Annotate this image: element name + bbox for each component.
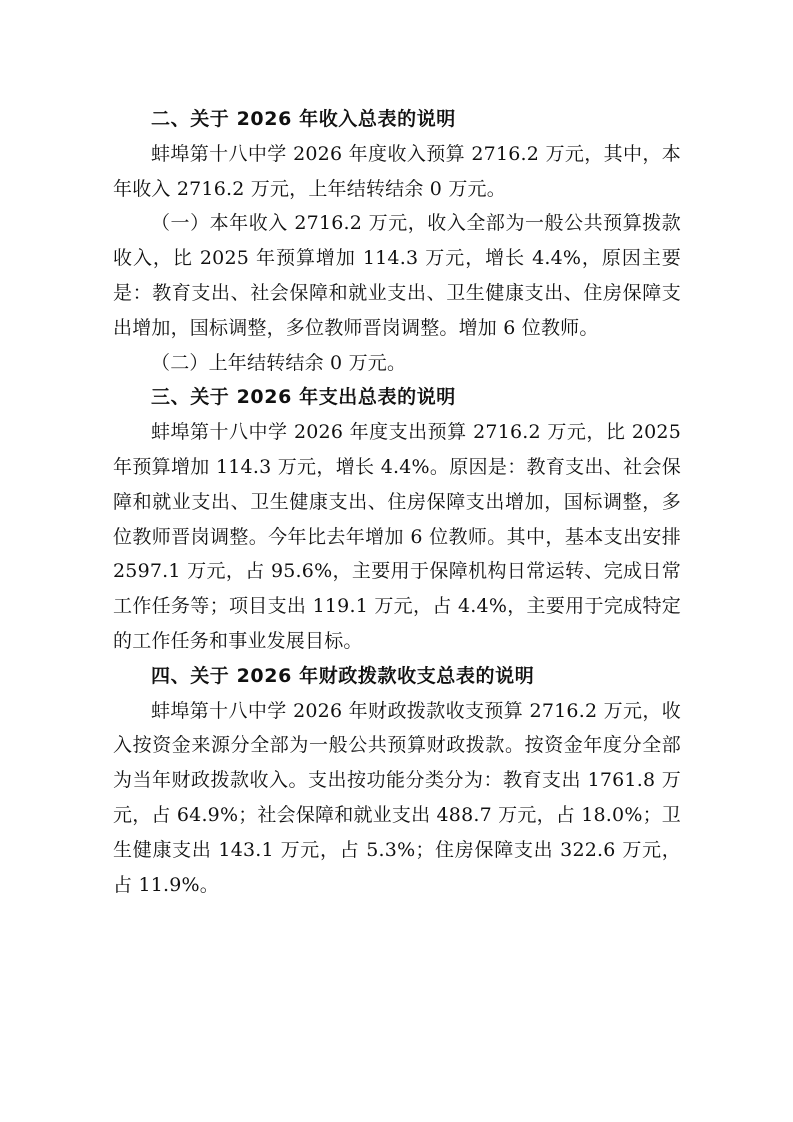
section-income-summary xyxy=(113,102,681,380)
section-heading: 四、关于 2026 年财政拨款收支总表的说明 xyxy=(151,664,535,687)
paragraph: 蚌埠第十八中学 2026 年度收入预算 2716.2 万元，其中，本年收入 2716.2 万元，上年结转结余 0 万元。 xyxy=(113,142,681,200)
section-heading: 二、关于 2026 年收入总表的说明 xyxy=(151,108,456,130)
section-heading: 三、关于 2026 年支出总表的说明 xyxy=(151,386,456,409)
paragraph: （一）本年收入 2716.2 万元，收入全部为一般公共预算拨款收入，比 2025 年预算增加 114.3 万元，增长 4.4%，原因主要是：教育支出、社会保障和就业支出、卫生健康支出、住房保障支出增加，国标调整，多位教师晋岗调整。增加 6 位教师。 xyxy=(113,212,681,339)
paragraph: 蚌埠第十八中学 2026 年度支出预算 2716.2 万元，比 2025 年预算增加 114.3 万元，增长 4.4%。原因是：教育支出、社会保障和就业支出、卫生健康支出、住房保障支出增加，国标调整，多位教师晋岗调整。今年比去年增加 6 位教师。其中，基本支出安排 2597.1 万元，占 95.6%，主要用于保障机构日常运转、完成日常工作任务等；项目支出 119.1 万元，占 4.4%，主要用于完成特定的工作任务和事业发展目标。 xyxy=(113,421,681,652)
section-expenditure-summary xyxy=(113,380,681,658)
paragraph: （二）上年结转结余 0 万元。 xyxy=(151,351,407,374)
document-page xyxy=(113,102,681,902)
paragraph: 蚌埠第十八中学 2026 年财政拨款收支预算 2716.2 万元，收入按资金来源分全部为一般公共预算财政拨款。按资金年度分全部为当年财政拨款收入。支出按功能分类分为：教育支出 1761.8 万元，占 64.9%；社会保障和就业支出 488.7 万元，占 18.0%；卫生健康支出 143.1 万元，占 5.3%；住房保障支出 322.6 万元，占 11.9%。 xyxy=(113,699,681,896)
section-fiscal-appropriation-summary xyxy=(113,659,681,903)
